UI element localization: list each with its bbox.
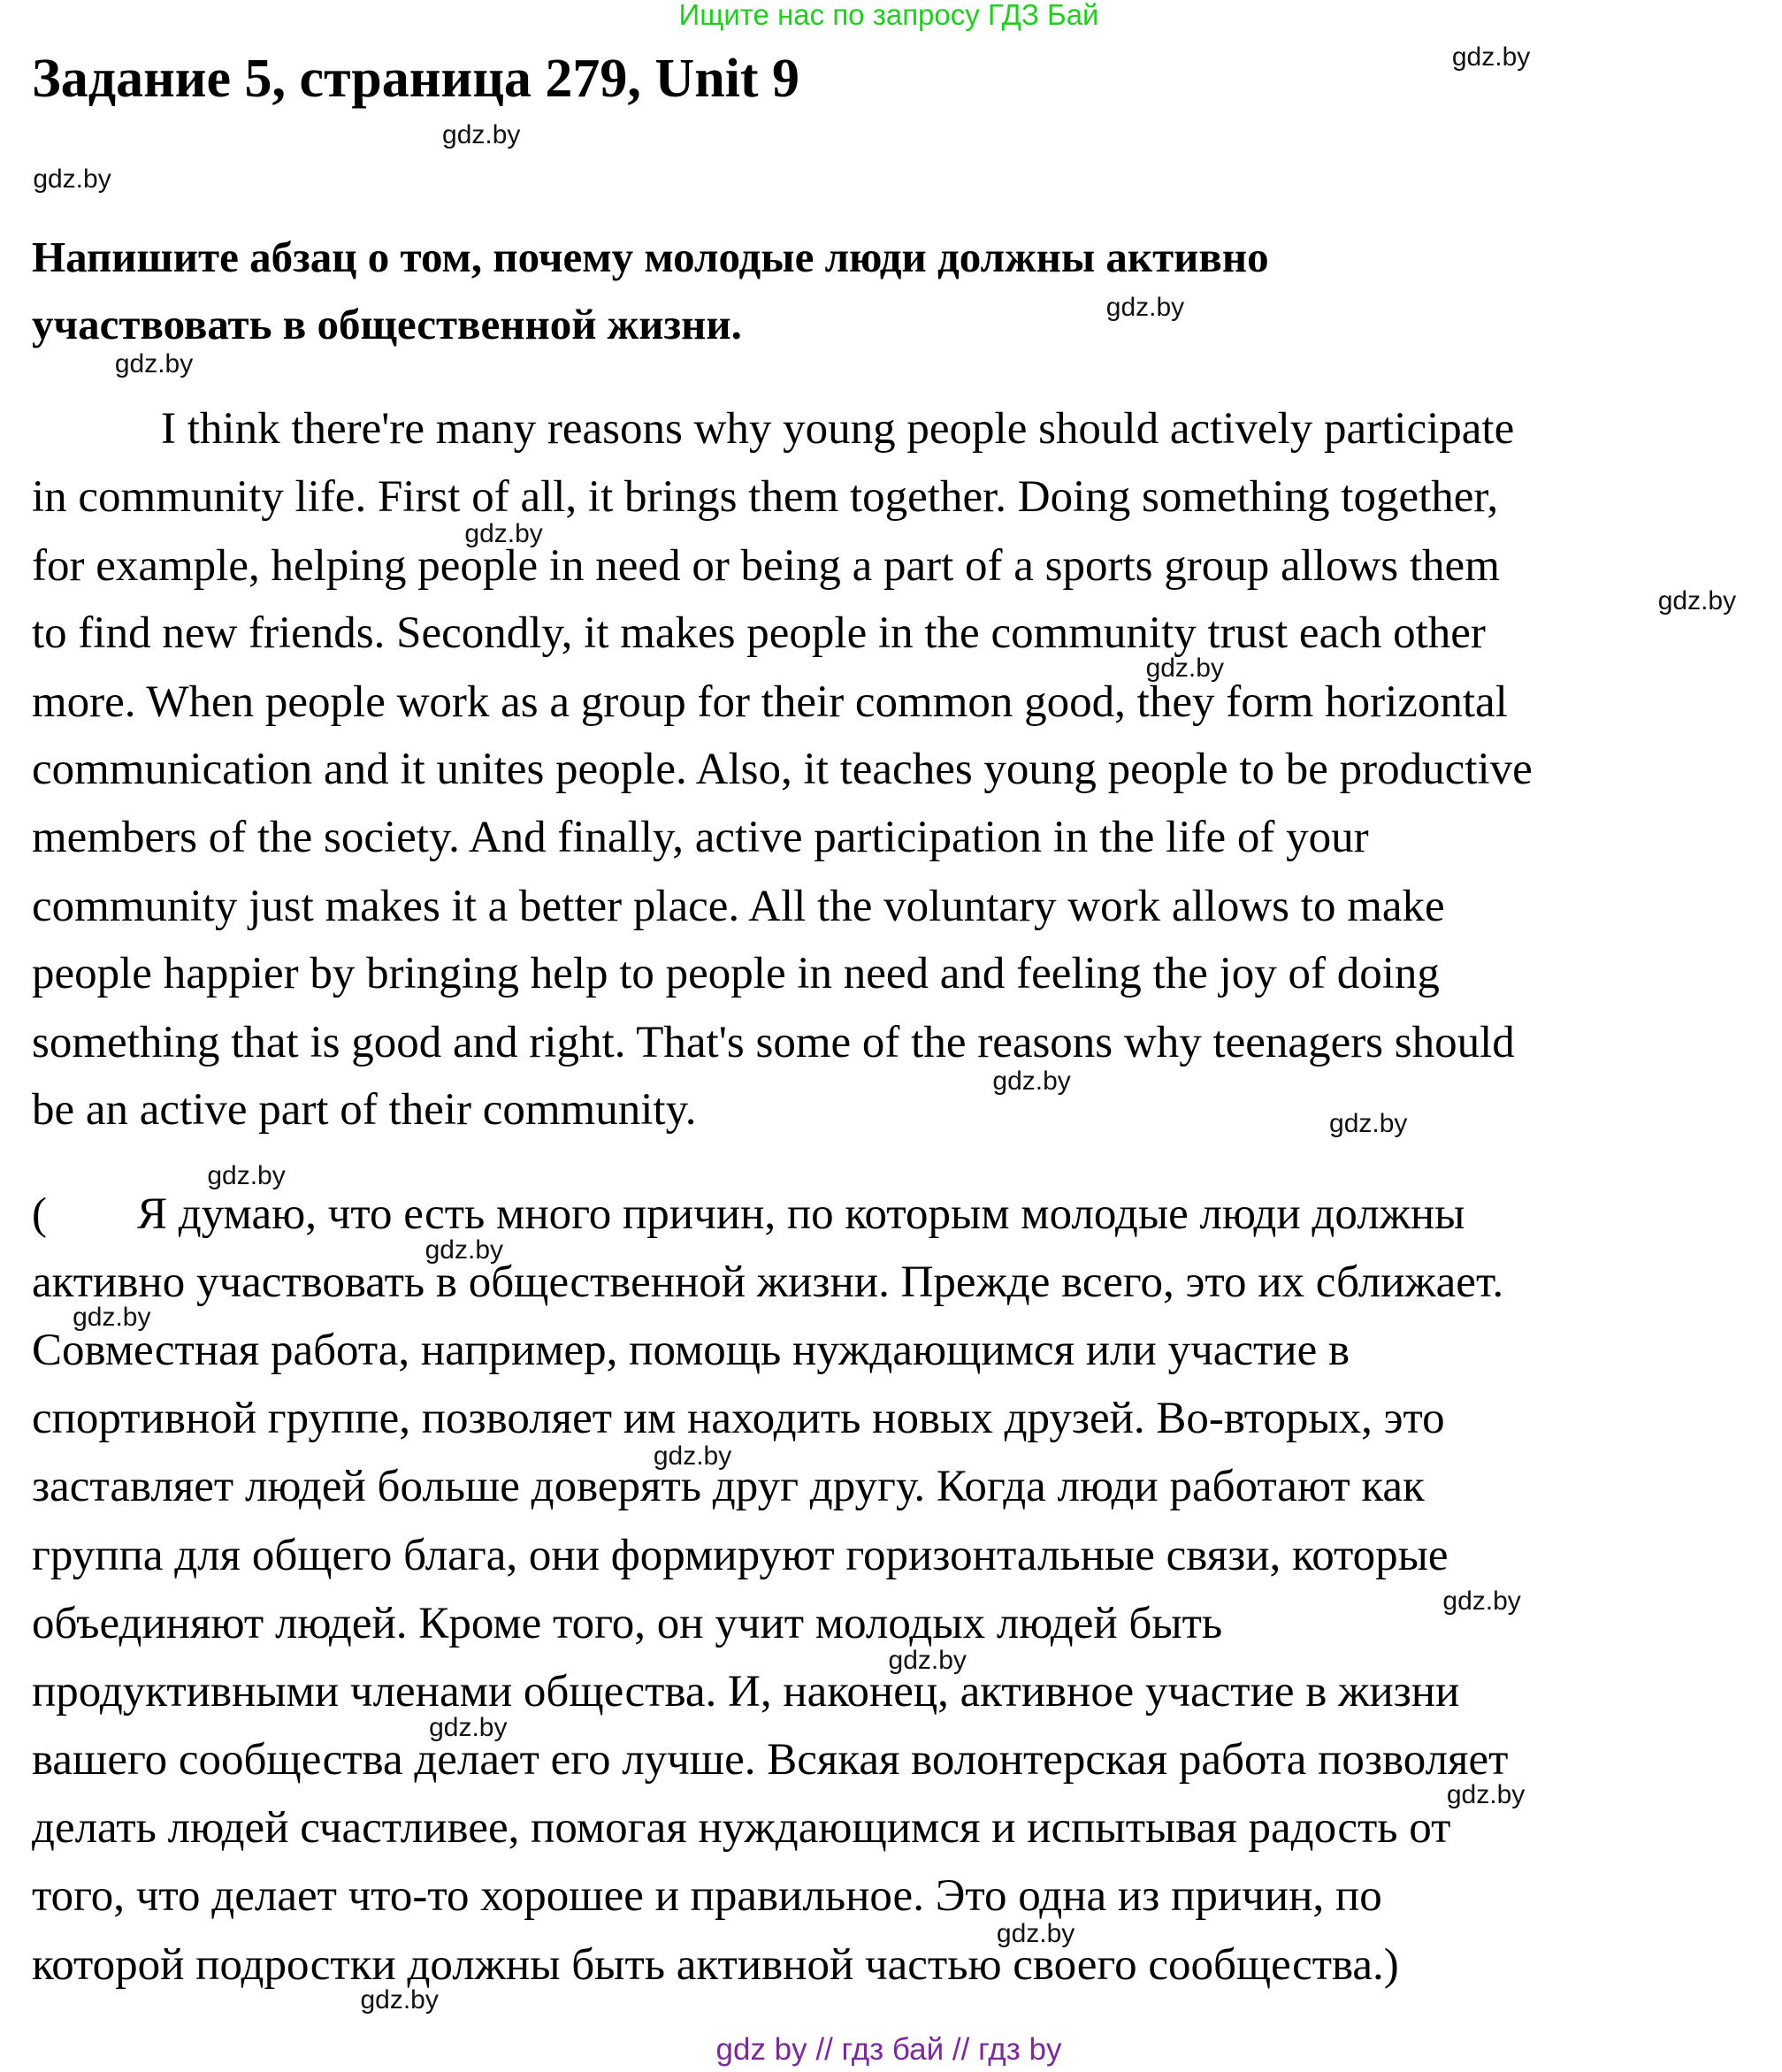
- paragraph-line: активно участвовать в общественной жизни. Прежде всего, это их сближает.: [32, 1257, 1504, 1307]
- paragraph-line: группа для общего блага, они формируют горизонтальные связи, которые: [32, 1530, 1449, 1580]
- paragraph-line: members of the society. And finally, active participation in the life of your: [32, 813, 1369, 863]
- watermark: gdz.by: [653, 1441, 732, 1471]
- paragraph-line: Совместная работа, например, помощь нуждающимся или участие в: [32, 1326, 1350, 1376]
- paragraph-line: I think there're many reasons why young people should actively participate: [161, 403, 1515, 454]
- watermark: gdz.by: [464, 518, 543, 548]
- paragraph-line: спортивной группе, позволяет им находить новых друзей. Во-вторых, это: [32, 1394, 1445, 1444]
- paragraph-line: to find new friends. Secondly, it makes people in the community trust each other: [32, 608, 1486, 658]
- paragraph-line: делать людей счастливее, помогая нуждающимся и испытывая радость от: [32, 1803, 1451, 1854]
- paragraph-line: people happier by bringing help to people in need and feeling the joy of doing: [32, 949, 1440, 999]
- watermark: gdz.by: [1442, 1586, 1521, 1617]
- watermark: gdz.by: [429, 1713, 508, 1743]
- watermark: gdz.by: [1451, 42, 1531, 72]
- watermark: gdz.by: [360, 1984, 439, 2015]
- watermark: gdz.by: [1145, 653, 1224, 683]
- paragraph-line: be an active part of their community.: [32, 1084, 697, 1135]
- watermark: gdz.by: [888, 1646, 967, 1676]
- watermark: gdz.by: [1329, 1108, 1408, 1138]
- search-hint: Ищите нас по запросу ГДЗ Бай: [678, 0, 1099, 31]
- watermark: gdz.by: [207, 1161, 286, 1191]
- paragraph-line: community just makes it a better place. All the voluntary work allows to make: [32, 881, 1445, 931]
- watermark: gdz.by: [996, 1919, 1075, 1949]
- paragraph-line: которой подростки должны быть активной частью своего сообщества.): [32, 1939, 1399, 1990]
- watermark: gdz.by: [442, 119, 521, 149]
- paragraph-line: продуктивными членами общества. И, наконец, активное участие в жизни: [32, 1666, 1460, 1716]
- watermark: gdz.by: [424, 1235, 503, 1265]
- paragraph-line: something that is good and right. That's some of the reasons why teenagers should: [32, 1017, 1515, 1067]
- page-title: Задание 5, страница 279, Unit 9: [32, 49, 800, 109]
- footer-links: gdz by // гдз бай // гдз by: [715, 2032, 1062, 2067]
- task-line: участвовать в общественной жизни.: [32, 300, 742, 348]
- paragraph-line: in community life. First of all, it brings them together. Doing something together,: [32, 472, 1499, 523]
- task-line: Напишите абзац о том, почему молодые люди должны активно: [32, 233, 1269, 281]
- paragraph-line: объединяют людей. Кроме того, он учит молодых людей быть: [32, 1598, 1223, 1648]
- watermark: gdz.by: [1105, 293, 1185, 323]
- watermark: gdz.by: [114, 349, 194, 379]
- watermark: gdz.by: [992, 1066, 1071, 1096]
- paragraph-line: ( Я думаю, что есть много причин, по которым молодые люди должны: [32, 1189, 1465, 1239]
- watermark: gdz.by: [73, 1303, 151, 1333]
- paragraph-line: communication and it unites people. Also, it teaches young people to be productive: [32, 744, 1533, 794]
- paragraph-line: того, что делает что-то хорошее и правильное. Это одна из причин, по: [32, 1871, 1382, 1922]
- paragraph-line: for example, helping people in need or being a part of a sports group allows them: [32, 540, 1500, 591]
- watermark: gdz.by: [1657, 585, 1737, 615]
- watermark: gdz.by: [33, 164, 111, 195]
- watermark: gdz.by: [1446, 1780, 1526, 1810]
- paragraph-line: заставляет людей больше доверять друг другу. Когда люди работают как: [32, 1462, 1425, 1512]
- paragraph-line: more. When people work as a group for their common good, they form horizontal: [32, 677, 1508, 727]
- paragraph-line: вашего сообщества делает его лучше. Всякая волонтерская работа позволяет: [32, 1735, 1509, 1785]
